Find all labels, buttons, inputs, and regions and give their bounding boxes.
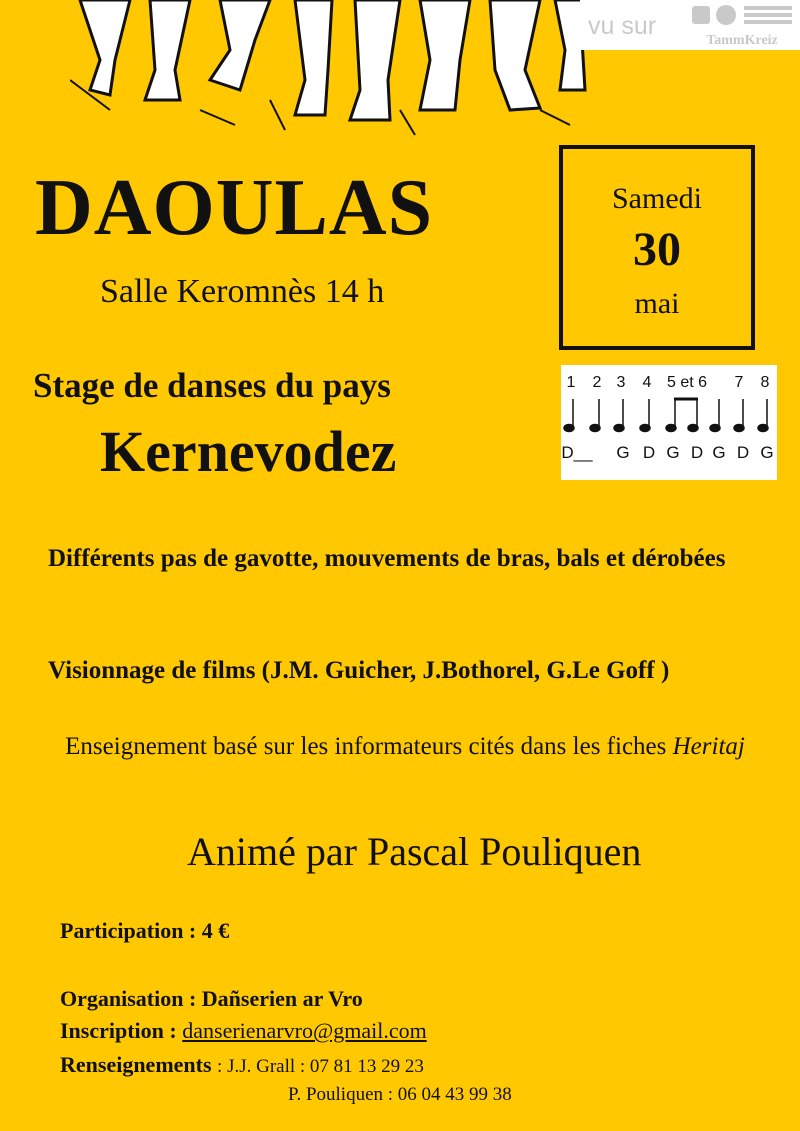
animator: Animé par Pascal Pouliquen: [187, 829, 642, 874]
badge-prefix: vu sur: [588, 12, 657, 40]
date-month: mai: [634, 287, 680, 320]
teaching-prefix: Enseignement basé sur les informateurs cités dans les fiches: [65, 733, 667, 760]
event-region: Kernevodez: [100, 419, 397, 484]
foot-label: G: [666, 443, 680, 462]
organisation: Organisation : Dañserien ar Vro: [60, 986, 363, 1011]
foot-label: D__: [561, 443, 593, 462]
films-description: Visionnage de films (J.M. Guicher, J.Bothorel, G.Le Goff ): [48, 657, 670, 684]
tammkreiz-badge[interactable]: [580, 0, 800, 50]
beat-label: 4: [642, 374, 652, 391]
steps-description: Différents pas de gavotte, mouvements de bras, bals et dérobées: [48, 545, 726, 572]
date-weekday: Samedi: [612, 182, 702, 215]
venue-time: Salle Keromnès 14 h: [100, 273, 385, 310]
foot-label: G: [760, 443, 774, 462]
date-box: [559, 145, 755, 350]
tammkreiz-logo-icon: [580, 0, 800, 50]
rhythm-notes: [564, 399, 768, 432]
inscription-label: Inscription :: [60, 1018, 177, 1043]
contact-pouliquen: P. Pouliquen : 06 04 43 99 38: [288, 1084, 512, 1105]
badge-brand: TammKreiz: [706, 33, 778, 48]
town-title: DAOULAS: [35, 164, 434, 252]
inscription: [60, 1018, 427, 1044]
contacts-label: Renseignements: [60, 1052, 212, 1077]
teaching-note: [40, 729, 770, 764]
event-title: Stage de danses du pays: [33, 366, 391, 405]
date-day: 30: [633, 223, 681, 276]
foot-label: D: [642, 443, 656, 462]
beat-label: 8: [760, 374, 770, 391]
beat-label: 7: [734, 374, 744, 391]
dancers-illustration: [70, 0, 590, 140]
foot-label: G: [616, 443, 630, 462]
foot-label: D: [736, 443, 750, 462]
beat-label: 2: [592, 374, 602, 391]
beat-label: 5 et 6: [666, 374, 708, 391]
rhythm-diagram: [561, 365, 777, 480]
participation-fee: Participation : 4 €: [60, 918, 230, 943]
beat-label: 1: [566, 374, 576, 391]
teaching-source: Heritaj: [672, 733, 745, 760]
inscription-email-link[interactable]: danserienarvro@gmail.com: [182, 1018, 427, 1043]
beat-label: 3: [616, 374, 626, 391]
foot-label: D: [690, 443, 704, 462]
foot-label: G: [712, 443, 726, 462]
contact-grall: : J.J. Grall : 07 81 13 29 23: [217, 1056, 424, 1077]
contacts: [60, 1052, 424, 1078]
